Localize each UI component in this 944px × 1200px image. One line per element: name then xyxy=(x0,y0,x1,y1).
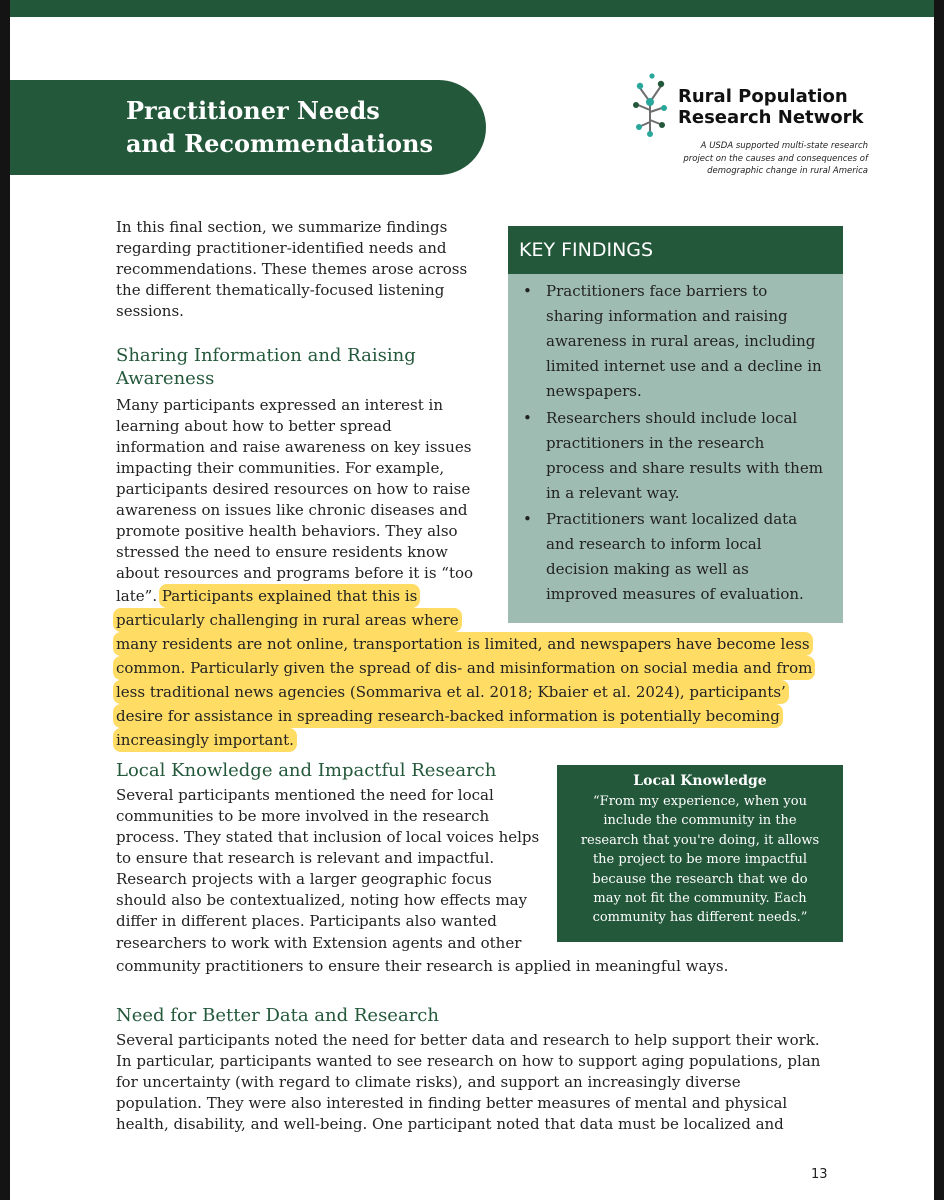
key-finding-line: Researchers should include local xyxy=(546,409,798,427)
logo-name xyxy=(678,86,863,128)
section-heading-better-data: Need for Better Data and Research xyxy=(116,1005,439,1026)
section1-text: late”. xyxy=(116,587,162,605)
section1-line: impacting their communities. For example, xyxy=(116,459,445,477)
highlighted-text: Participants explained that this is xyxy=(161,587,418,605)
network-tree-logo-icon xyxy=(632,72,668,138)
highlighted-text: common. Particularly given the spread of dis- and misinformation on social media and from xyxy=(116,659,813,677)
section1-highlight-line xyxy=(116,634,810,655)
local-knowledge-quote-box xyxy=(557,765,843,942)
section3-line: health, disability, and well-being. One participant noted that data must be localized and xyxy=(116,1115,784,1133)
section2-line: researchers to work with Extension agents and other xyxy=(116,934,522,952)
section1-highlight-line xyxy=(116,730,294,751)
section1-line xyxy=(116,586,417,607)
section1-line: participants desired resources on how to raise xyxy=(116,480,471,498)
page-frame-left xyxy=(0,0,10,1200)
logo xyxy=(628,68,898,178)
section-heading-sharing-information xyxy=(116,344,416,390)
section2-line: should also be contextualized, noting how effects may xyxy=(116,891,528,909)
key-finding-line: and research to inform local xyxy=(546,535,762,553)
page-number: 13 xyxy=(811,1167,828,1182)
key-finding-line: limited internet use and a decline in xyxy=(546,357,822,375)
logo-name-line-2: Research Network xyxy=(678,107,864,128)
key-finding-line: process and share results with them xyxy=(546,459,823,477)
title-banner xyxy=(10,80,486,175)
key-finding-line: newspapers. xyxy=(546,382,642,400)
page-title-line-1: Practitioner Needs xyxy=(126,96,380,125)
section2-line: community practitioners to ensure their research is applied in meaningful ways. xyxy=(116,957,729,975)
section1-highlight-line xyxy=(116,610,459,631)
section1-line: promote positive health behaviors. They also xyxy=(116,522,458,540)
key-finding-line: awareness in rural areas, including xyxy=(546,332,816,350)
key-finding-line: decision making as well as xyxy=(546,560,749,578)
section1-line: learning about how to better spread xyxy=(116,417,392,435)
intro-line: In this final section, we summarize findings xyxy=(116,218,448,236)
section1-line: Many participants expressed an interest in xyxy=(116,396,444,414)
key-finding-line: practitioners in the research xyxy=(546,434,765,452)
key-finding-line: sharing information and raising xyxy=(546,307,788,325)
logo-name-line-1: Rural Population xyxy=(678,86,848,107)
section-heading-local-knowledge: Local Knowledge and Impactful Research xyxy=(116,760,497,781)
section1-highlight-line xyxy=(116,658,812,679)
intro-line: sessions. xyxy=(116,302,184,320)
section1-line: stressed the need to ensure residents know xyxy=(116,543,448,561)
section1-line: about resources and programs before it is “too xyxy=(116,564,474,582)
section2-line: communities to be more involved in the research xyxy=(116,807,490,825)
bullet-icon: • xyxy=(523,409,532,427)
bullet-icon: • xyxy=(523,510,532,528)
highlighted-text: many residents are not online, transportation is limited, and newspapers have become less xyxy=(116,635,810,653)
key-findings-box xyxy=(508,226,843,623)
section-heading-line: Sharing Information and Raising xyxy=(116,345,416,366)
key-finding-line: Practitioners want localized data xyxy=(546,510,798,528)
intro-line: the different thematically-focused listening xyxy=(116,281,445,299)
section1-line: information and raise awareness on key issues xyxy=(116,438,472,456)
section2-line: process. They stated that inclusion of local voices helps xyxy=(116,828,540,846)
page-title-line-2: and Recommendations xyxy=(126,129,433,158)
key-finding-line: improved measures of evaluation. xyxy=(546,585,804,603)
page-frame-right xyxy=(934,0,944,1200)
highlighted-text: increasingly important. xyxy=(116,731,294,749)
highlighted-text: desire for assistance in spreading research-backed information is potentially becoming xyxy=(116,707,780,725)
intro-line: regarding practitioner-identified needs and xyxy=(116,239,447,257)
bullet-icon: • xyxy=(523,282,532,300)
section1-highlight-line xyxy=(116,706,780,727)
section1-highlight-line xyxy=(116,682,786,703)
key-finding-line: in a relevant way. xyxy=(546,484,680,502)
logo-tagline: A USDA supported multi-state research project on the causes and consequences of demographic change in rural America xyxy=(683,141,868,176)
section3-line: In particular, participants wanted to see research on how to support aging populations, plan xyxy=(116,1052,821,1070)
section3-line: for uncertainty (with regard to climate risks), and support an increasingly diverse xyxy=(116,1073,741,1091)
highlighted-text: particularly challenging in rural areas where xyxy=(116,611,459,629)
page-title xyxy=(126,94,433,160)
section-heading-line: Awareness xyxy=(116,368,215,389)
section2-line: Several participants mentioned the need for local xyxy=(116,786,494,804)
top-green-bar xyxy=(10,0,934,17)
key-findings-header xyxy=(508,226,843,274)
section2-line: to ensure that research is relevant and impactful. xyxy=(116,849,495,867)
key-finding-line: Practitioners face barriers to xyxy=(546,282,768,300)
key-findings-title: KEY FINDINGS xyxy=(519,239,654,261)
section2-line: differ in different places. Participants also wanted xyxy=(116,912,497,930)
quote-text: “From my experience, when you include the community in the research that you're doing, it allows the project to be more impactful because the research that we do may not fit the community. Each community has different needs.” xyxy=(580,794,820,926)
intro-line: recommendations. These themes arose across xyxy=(116,260,468,278)
section3-line: Several participants noted the need for better data and research to help support their work. xyxy=(116,1031,820,1049)
quote-title: Local Knowledge xyxy=(633,773,767,789)
section2-line: Research projects with a larger geographic focus xyxy=(116,870,492,888)
section1-line: awareness on issues like chronic diseases and xyxy=(116,501,468,519)
section3-line: population. They were also interested in finding better measures of mental and physical xyxy=(116,1094,788,1112)
highlighted-text: less traditional news agencies (Sommariva et al. 2018; Kbaier et al. 2024), participants’ xyxy=(116,683,786,701)
